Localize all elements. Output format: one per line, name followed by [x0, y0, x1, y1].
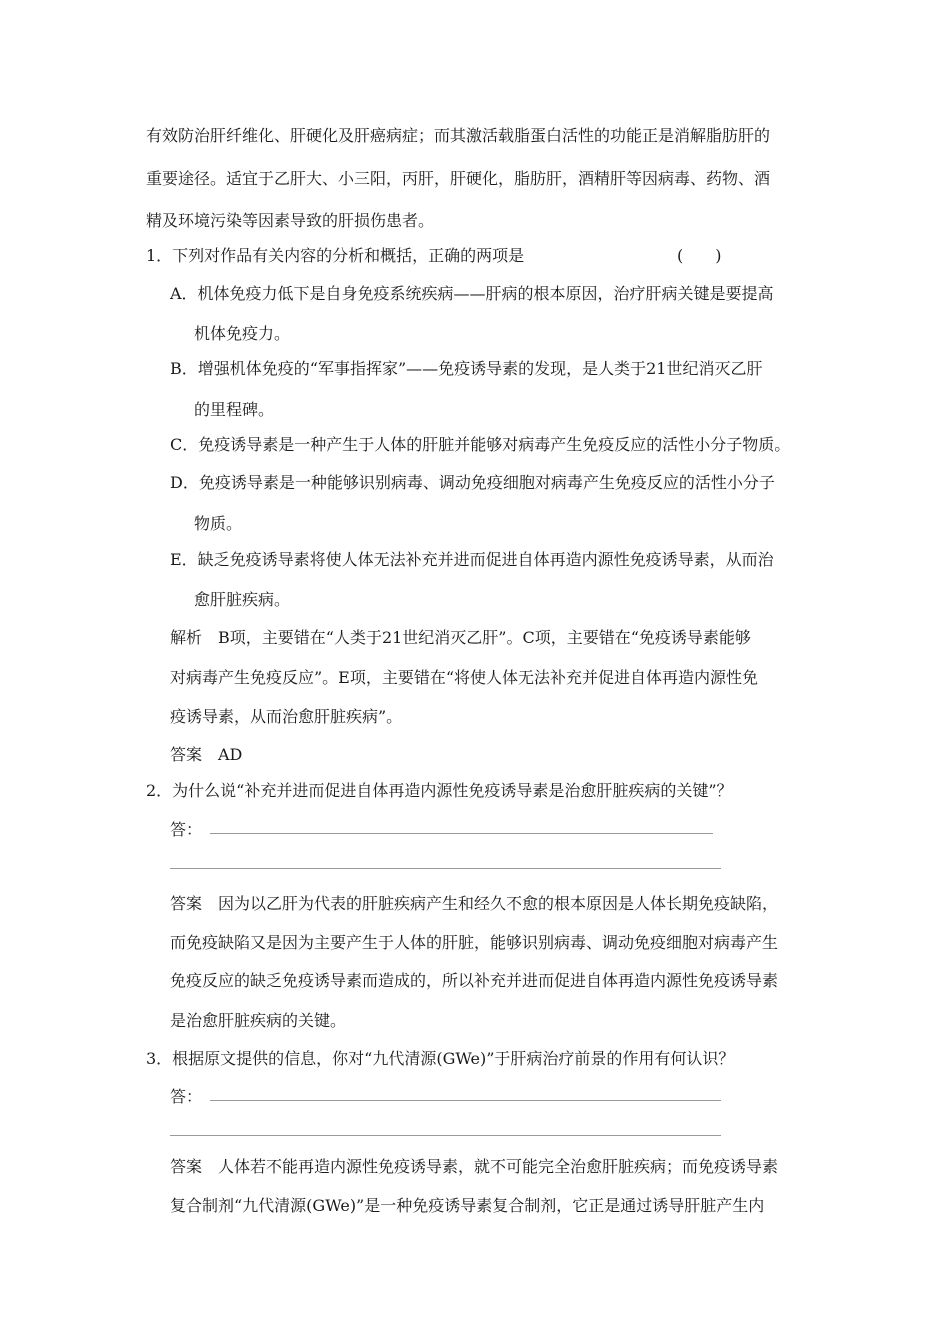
answer-paren: ( )	[677, 246, 722, 265]
answer-blank-line[interactable]	[210, 1100, 721, 1101]
answer-blank-line[interactable]	[170, 1135, 721, 1136]
answer-line: 答案 因为以乙肝为代表的肝脏疾病产生和经久不愈的根本原因是人体长期免疫缺陷，	[170, 894, 779, 913]
answer-label: 答：	[170, 820, 203, 839]
answer-line: 而免疫缺陷又是因为主要产生于人体的肝脏，能够识别病毒、调动免疫细胞对病毒产生	[170, 933, 779, 952]
question-3-stem: 3．根据原文提供的信息，你对“九代清源(GWe)”于肝病治疗前景的作用有何认识？	[146, 1049, 735, 1068]
option-d: D．免疫诱导素是一种能够识别病毒、调动免疫细胞对病毒产生免疫反应的活性小分子	[170, 473, 775, 492]
answer-line: 答案 AD	[170, 745, 243, 764]
answer-line: 复合制剂“九代清源(GWe)”是一种免疫诱导素复合制剂，它正是通过诱导肝脏产生内	[170, 1196, 765, 1215]
intro-line: 重要途径。适宜于乙肝大、小三阳，丙肝，肝硬化，脂肪肝，酒精肝等因病毒、药物、酒	[146, 169, 771, 188]
option-c: C．免疫诱导素是一种产生于人体的肝脏并能够对病毒产生免疫反应的活性小分子物质。	[170, 435, 791, 454]
option-b-cont: 的里程碑。	[194, 400, 275, 419]
analysis-line: 解析 B项，主要错在“人类于21世纪消灭乙肝”。C项，主要错在“免疫诱导素能够	[170, 628, 751, 647]
answer-line: 免疫反应的缺乏免疫诱导素而造成的，所以补充并进而促进自体再造内源性免疫诱导素	[170, 971, 779, 990]
analysis-line: 对病毒产生免疫反应”。E项，主要错在“将使人体无法补充并促进自体再造内源性免	[170, 668, 759, 687]
intro-line: 精及环境污染等因素导致的肝损伤患者。	[146, 211, 435, 230]
answer-label: 答：	[170, 1087, 203, 1106]
option-a-cont: 机体免疫力。	[194, 324, 291, 343]
analysis-line: 疫诱导素，从而治愈肝脏疾病”。	[170, 707, 403, 726]
answer-line: 是治愈肝脏疾病的关键。	[170, 1011, 347, 1030]
answer-line: 答案 人体若不能再造内源性免疫诱导素，就不可能完全治愈肝脏疾病；而免疫诱导素	[170, 1157, 779, 1176]
option-e-cont: 愈肝脏疾病。	[194, 590, 291, 609]
intro-line: 有效防治肝纤维化、肝硬化及肝癌病症；而其激活载脂蛋白活性的功能正是消解脂肪肝的	[146, 126, 771, 145]
option-b: B．增强机体免疫的“军事指挥家”——免疫诱导素的发现，是人类于21世纪消灭乙肝	[170, 359, 763, 378]
answer-blank-line[interactable]	[210, 833, 713, 834]
option-d-cont: 物质。	[194, 514, 243, 533]
question-1-stem: 1．下列对作品有关内容的分析和概括，正确的两项是	[146, 246, 525, 265]
answer-blank-line[interactable]	[170, 868, 721, 869]
option-e: E．缺乏免疫诱导素将使人体无法补充并进而促进自体再造内源性免疫诱导素，从而治	[170, 550, 774, 569]
option-a: A．机体免疫力低下是自身免疫系统疾病——肝病的根本原因，治疗肝病关键是要提高	[170, 284, 774, 303]
question-2-stem: 2．为什么说“补充并进而促进自体再造内源性免疫诱导素是治愈肝脏疾病的关键”？	[146, 781, 733, 800]
